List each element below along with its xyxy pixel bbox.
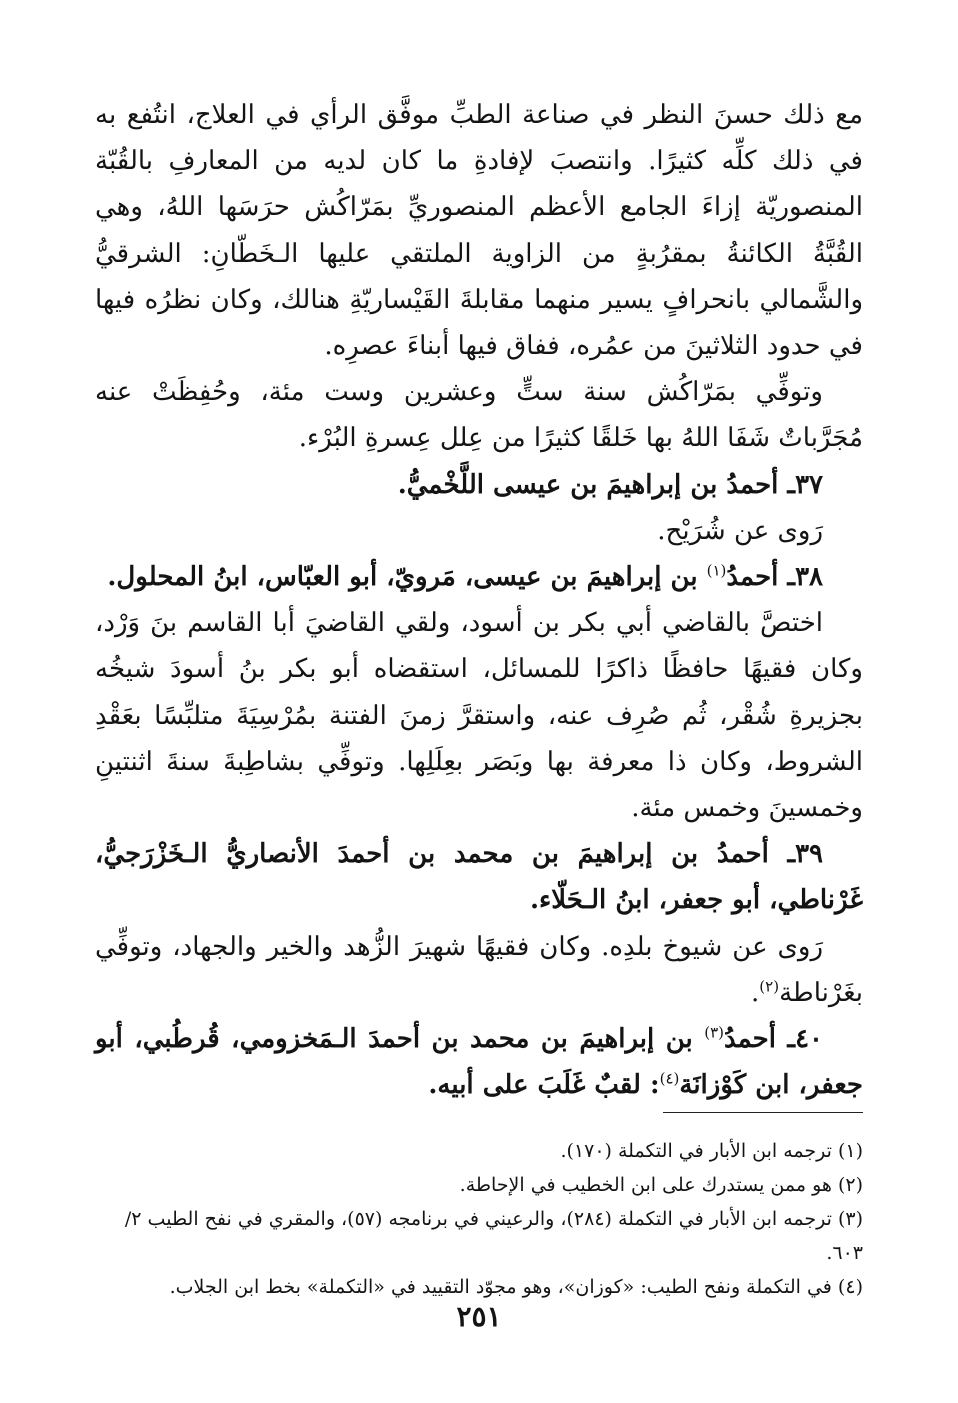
footnote-3: (٣) ترجمه ابن الأبار في التكملة (٢٨٤)، والرعيني في برنامجه (٥٧)، والمقري في نفح الطيب ٢/ ٦٠٣. xyxy=(124,1208,863,1264)
paragraph-1: مع ذلك حسنَ النظر في صناعة الطبِّ موفَّق الرأي في العلاج، انتُفع به في ذلك كلِّه كثيرًا. وانتصبَ لإفادةِ ما كان لديه من المعارفِ بالقُبّة المنصوريّة إزاءَ الجامع الأعظم المنصوريِّ بمَرّاكُش حرَسَها اللهُ، وهي القُبَّةُ الكائنةُ بمقرُبةٍ من الزاوية الملتقي عليها الـخَطّانِ: الشرقيُّ والشَّمالي بانحرافٍ يسير منهما مقابلةَ القَيْساريّةِ هنالك، وكان نظرُه فيها في حدود الثلاثينَ من عمُره، ففاق فيها أبناءَ عصرِه. xyxy=(95,100,863,362)
footnote-divider xyxy=(663,1112,863,1113)
main-text xyxy=(95,92,863,1108)
paragraph-2: وتوفِّي بمَرّاكُش سنة ستٍّ وعشرين وست مئة، وحُفِظَتْ عنه مُجَرَّباتٌ شَفَا اللهُ بها خَلقًا كثيرًا من عِلل عِسرةِ البُرْء. xyxy=(95,377,863,454)
footnote-ref-3: (٣) xyxy=(704,1023,724,1042)
entry-39-text xyxy=(95,924,863,1016)
entry-39-heading: ٣٩ـ أحمدُ بن إبراهيمَ بن محمد بن أحمدَ الأنصاريُّ الـخَزْرَجيُّ، غَرْناطي، أبو جعفر، ابنُ الـحَلّاء. xyxy=(95,839,863,916)
footnote-ref-1: (١) xyxy=(706,561,727,580)
footnotes xyxy=(95,1134,863,1304)
footnote-ref-2: (٢) xyxy=(759,977,780,996)
entry-37-text: رَوى عن شُرَيْح. xyxy=(657,515,823,546)
entry-38-heading xyxy=(95,554,863,600)
entry-38-name: ٣٨ـ أحمدُ xyxy=(726,562,823,593)
footnote-4: (٤) في التكملة ونفح الطيب: «كوزان»، وهو مجوّد التقييد في «التكملة» بخط ابن الجلاب. xyxy=(169,1276,863,1298)
entry-39-body: رَوى عن شيوخ بلدِه. وكان فقيهًا شهيرَ الزُّهد والخير والجهاد، وتوفِّي بغَرْناطة xyxy=(95,931,863,1008)
entry-37-heading: ٣٧ـ أحمدُ بن إبراهيمَ بن عيسى اللَّخْميُّ. xyxy=(397,469,823,500)
entry-38-text: اختصَّ بالقاضي أبي بكر بن أسود، ولقي القاضيَ أبا القاسم بنَ وَرْد، وكان فقيهًا حافظًا ذاكرًا للمسائل، استقضاه أبو بكر بنُ أسودَ شيخُه بجزيرةِ شُقْر، ثُم صُرِف عنه، واستقرَّ زمنَ الفتنة بمُرْسِيَةَ متلبِّسًا بعَقْدِ الشروط، وكان ذا معرفة بها وبَصَر بعِلَلِها. وتوفِّي بشاطِبةَ سنةَ اثنتينِ وخمسينَ وخمس مئة. xyxy=(95,608,863,824)
page-number: ٢٥١ xyxy=(456,1300,502,1333)
footnote-ref-4: (٤) xyxy=(659,1069,680,1088)
entry-40-end: : لقبٌ غَلَبَ على أبيه. xyxy=(428,1070,660,1101)
footnote-1: (١) ترجمه ابن الأبار في التكملة (١٧٠). xyxy=(560,1140,863,1162)
entry-38-rest: بن إبراهيمَ بن عيسى، مَرويّ، أبو العبّاس، ابنُ المحلول. xyxy=(107,562,707,593)
entry-40-heading xyxy=(95,1016,863,1108)
entry-39-end: . xyxy=(751,977,760,1008)
footnote-2: (٢) هو ممن يستدرك على ابن الخطيب في الإحاطة. xyxy=(459,1174,863,1196)
entry-40-mid: بن إبراهيمَ بن محمد بن أحمدَ الـمَخزومي، قُرطُبي، أبو جعفر، ابن كَوْزانَة xyxy=(95,1024,863,1101)
entry-40-name: ٤٠ـ أحمدُ xyxy=(724,1024,823,1055)
